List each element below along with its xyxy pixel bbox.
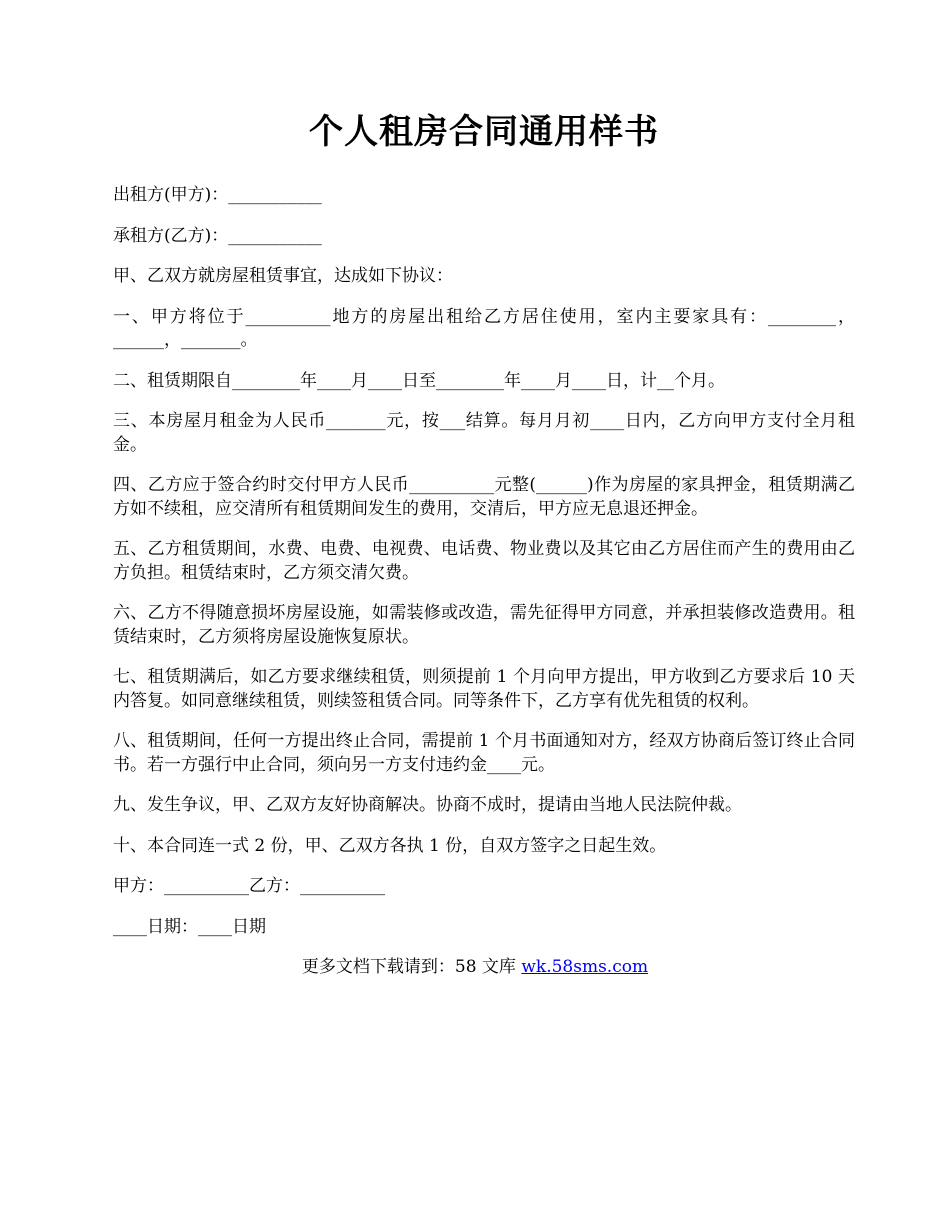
clause-3: 三、本房屋月租金为人民币_______元，按___结算。每月月初____日内，乙方向甲方支付全月租金。 (113, 411, 855, 455)
footer-link[interactable]: wk.58sms.com (521, 957, 649, 977)
date-line: ____日期：____日期 (113, 916, 266, 937)
signature-line: 甲方：__________乙方：__________ (113, 876, 385, 896)
clause-6: 六、乙方不得随意损坏房屋设施，如需装修或改造，需先征得甲方同意，并承担装修改造费用。租赁结束时，乙方须将房屋设施恢复原状。 (113, 603, 855, 647)
clause-10: 十、本合同连一式 2 份，甲、乙双方各执 1 份，自双方签字之日起生效。 (113, 835, 667, 856)
clause-7: 七、租赁期满后，如乙方要求继续租赁，则须提前 1 个月向甲方提出，甲方收到乙方要求后 10 天内答复。如同意继续租赁，则续签租赁合同。同等条件下，乙方享有优先租赁的权利。 (113, 667, 855, 711)
download-footer (113, 956, 855, 979)
lessee-line: 承租方(乙方)：___________ (113, 225, 322, 246)
clause-5: 五、乙方租赁期间，水费、电费、电视费、电话费、物业费以及其它由乙方居住而产生的费用由乙方负担。租赁结束时，乙方须交清欠费。 (113, 539, 855, 583)
lessor-line: 出租方(甲方)：___________ (113, 185, 322, 205)
clause-4: 四、乙方应于签合约时交付甲方人民币__________元整(______)作为房屋的家具押金，租赁期满乙方如不续租，应交清所有租赁期间发生的费用，交清后，甲方应无息退还押金。 (113, 475, 855, 519)
document-title: 个人租房合同通用样书 (309, 112, 659, 152)
clause-9: 九、发生争议，甲、乙双方友好协商解决。协商不成时，提请由当地人民法院仲裁。 (113, 795, 742, 815)
agreement-intro: 甲、乙双方就房屋租赁事宜，达成如下协议： (113, 266, 453, 286)
clause-1: 一、甲方将位于__________地方的房屋出租给乙方居住使用，室内主要家具有：________，______，_______。 (113, 306, 855, 350)
clause-8: 八、租赁期间，任何一方提出终止合同，需提前 1 个月书面通知对方，经双方协商后签订终止合同书。若一方强行中止合同，须向另一方支付违约金____元。 (113, 731, 855, 775)
clause-2: 二、租赁期限自________年____月____日至________年____月____日，计__个月。 (113, 370, 725, 391)
footer-text: 更多文档下载请到：58 文库 (301, 957, 522, 977)
